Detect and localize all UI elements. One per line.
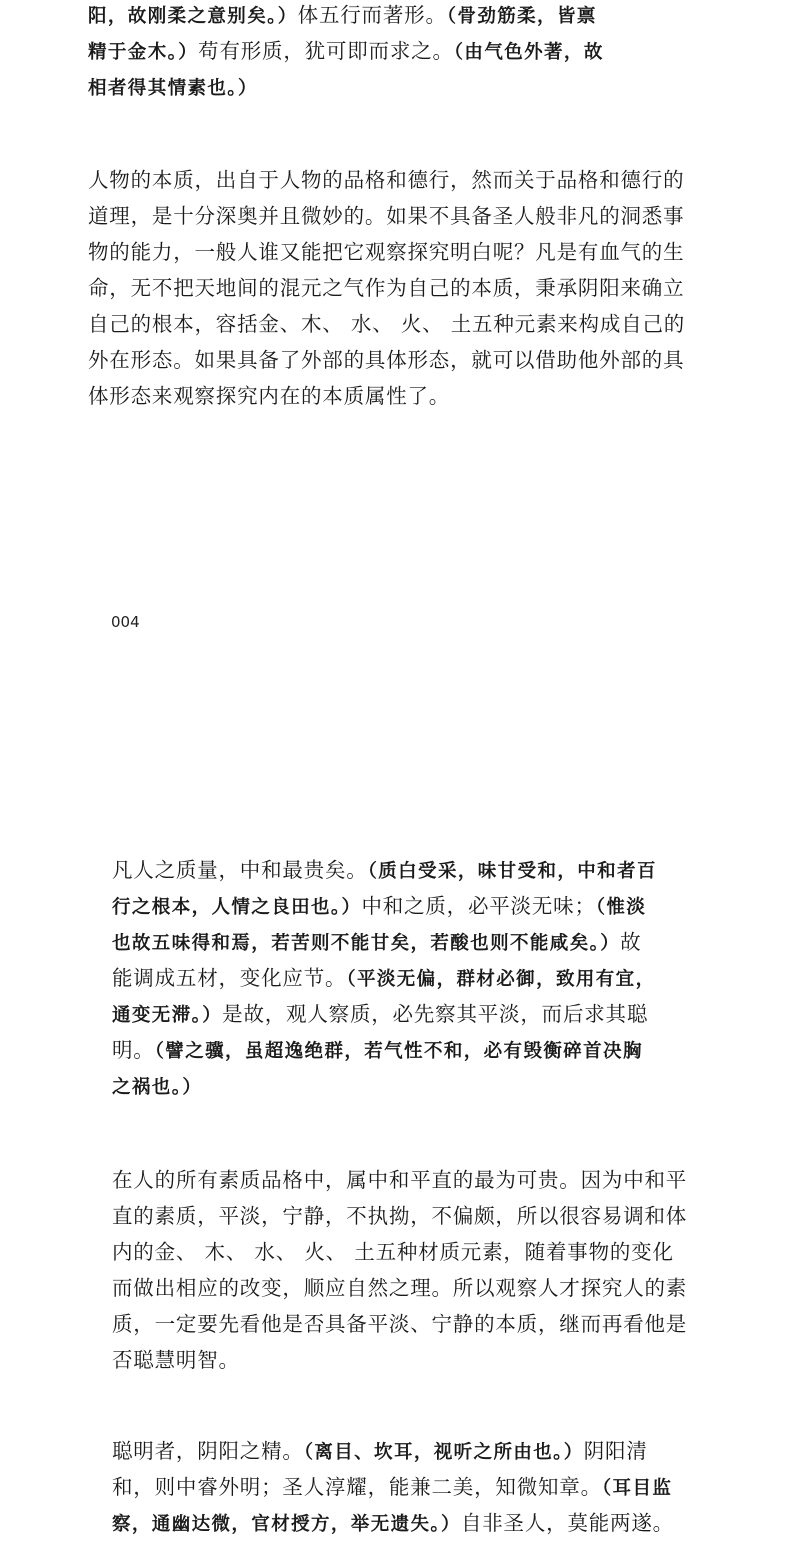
translation-line: 内的金、 木、 水、 火、 土五种材质元素，随着事物的变化	[112, 1240, 674, 1264]
annotation-text: 行之根本，人情之良田也。）	[112, 897, 362, 918]
classical-text: 和，则中睿外明；圣人淳耀，能兼二美，知微知章。	[112, 1475, 602, 1499]
text-line	[112, 924, 657, 960]
text-line	[112, 1469, 674, 1505]
translation-line: 道理，是十分深奥并且微妙的。如果不具备圣人般非凡的洞悉事	[88, 204, 685, 228]
annotation-text: 察，通幽达微，官材授方，举无遗失。）	[112, 1514, 461, 1535]
annotation-text: 精于金木。）	[88, 42, 199, 63]
classical-text: 明。	[112, 1038, 155, 1062]
classical-text: 阴阳清	[583, 1439, 648, 1463]
translation-line: 物的能力，一般人谁又能把它观察探究明白呢？凡是有血气的生	[88, 240, 685, 264]
page-number: 004	[111, 613, 140, 631]
translation-line: 直的素质，平淡，宁静，不执拗，不偏颇，所以很容易调和体	[112, 1204, 688, 1228]
annotation-text: （质白受采，味甘受和，中和者百	[367, 861, 657, 882]
annotation-text: （离目、坎耳，视听之所由也。）	[303, 1442, 584, 1463]
annotation-text: （耳目监	[601, 1478, 673, 1499]
translation-line: 自己的根本，容括金、木、 水、 火、 土五种元素来构成自己的	[88, 312, 686, 336]
original-text-block-3	[112, 1433, 674, 1541]
annotation-text: （平淡无偏，群材必御，致用有宜，	[346, 969, 656, 990]
translation-line: 体形态来观察探究内在的本质属性了。	[88, 384, 451, 408]
translation-line: 否聪慧明智。	[112, 1348, 240, 1372]
classical-text: 自非圣人，莫能两遂。	[460, 1511, 674, 1535]
annotation-text: 相者得其情素也。）	[88, 78, 258, 99]
translation-line: 而做出相应的改变，顺应自然之理。所以观察人才探究人的素	[112, 1276, 688, 1300]
annotation-text: （譬之骥，虽超逸绝群，若气性不和，必有毁衡碎首决胸	[154, 1041, 643, 1062]
translation-line: 在人的所有素质品格中，属中和平直的最为可贵。因为中和平	[112, 1168, 688, 1192]
text-line	[112, 996, 657, 1032]
translation-line: 命，无不把天地间的混元之气作为自己的本质，秉承阴阳来确立	[88, 276, 685, 300]
classical-text: 是故，观人察质，必先察其平淡，而后求其聪	[222, 1002, 649, 1026]
text-line	[112, 888, 657, 924]
annotation-text: （惟淡	[595, 897, 647, 918]
annotation-text: 之祸也。）	[112, 1077, 203, 1098]
classical-text: 聪明者，阴阳之精。	[112, 1439, 304, 1463]
classical-text: 苟有形质，犹可即而求之。	[198, 39, 454, 63]
annotation-text: （骨劲筋柔，皆禀	[446, 6, 597, 27]
annotation-text: 通变无滞。）	[112, 1005, 223, 1026]
translation-block-1	[88, 162, 685, 414]
classical-text: 凡人之质量，中和最贵矣。	[112, 858, 368, 882]
annotation-text: 阳，故刚柔之意别矣。）	[88, 6, 298, 27]
classical-text: 故	[620, 930, 642, 954]
text-line	[88, 0, 604, 33]
translation-line: 质，一定要先看他是否具备平淡、宁静的本质，继而再看他是	[112, 1312, 688, 1336]
text-line	[88, 69, 604, 105]
annotation-text: （由气色外著，故	[453, 42, 604, 63]
original-text-block-1	[88, 0, 604, 105]
classical-text: 体五行而著形。	[297, 3, 447, 27]
classical-text: 能调成五材，变化应节。	[112, 966, 347, 990]
text-line	[112, 852, 657, 888]
text-line	[112, 1433, 674, 1469]
text-line	[112, 1032, 657, 1068]
text-line	[112, 960, 657, 996]
translation-line: 外在形态。如果具备了外部的具体形态，就可以借助他外部的具	[88, 348, 685, 372]
translation-line: 人物的本质，出自于人物的品格和德行，然而关于品格和德行的	[88, 168, 685, 192]
text-line	[112, 1068, 657, 1104]
text-line	[112, 1505, 674, 1541]
translation-block-2	[112, 1162, 687, 1378]
annotation-text: 也故五味得和焉，若苦则不能甘矣，若酸也则不能咸矣。）	[112, 933, 621, 954]
original-text-block-2	[112, 852, 657, 1104]
classical-text: 中和之质，必平淡无味；	[361, 894, 596, 918]
text-line	[88, 33, 604, 69]
